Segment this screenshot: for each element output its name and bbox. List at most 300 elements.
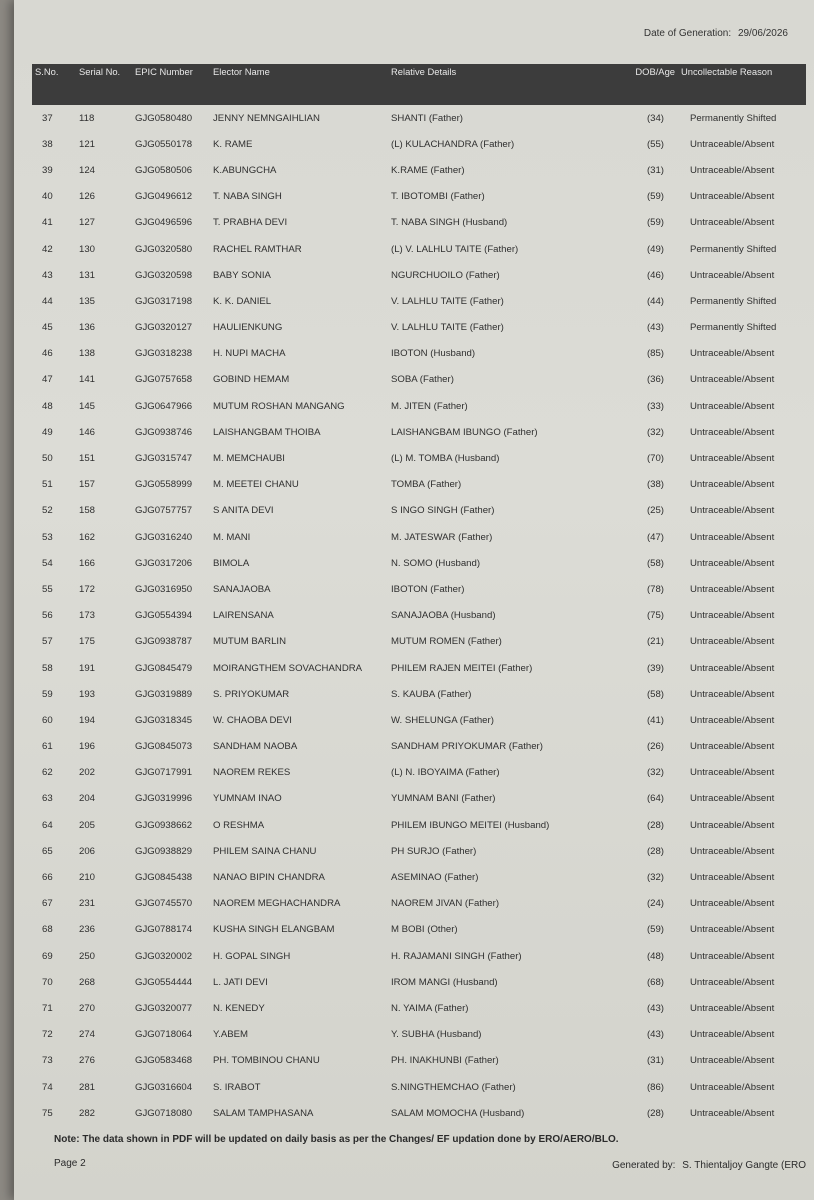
table-row bbox=[32, 131, 806, 157]
cell-dob-age: (34) bbox=[646, 112, 664, 124]
cell-elector-name: PH. TOMBINOU CHANU bbox=[213, 1055, 320, 1067]
table-row bbox=[32, 315, 806, 341]
cell-elector-name: T. NABA SINGH bbox=[213, 191, 282, 203]
table-row bbox=[32, 995, 806, 1021]
table-row bbox=[32, 262, 806, 288]
cell-elector-name: N. KENEDY bbox=[213, 1002, 265, 1014]
cell-dob-age: (28) bbox=[646, 845, 664, 857]
header-sno: S.No. bbox=[35, 66, 59, 77]
cell-relative-details: M. JATESWAR (Father) bbox=[391, 531, 493, 543]
cell-sno: 47 bbox=[42, 374, 53, 386]
cell-sno: 55 bbox=[42, 583, 53, 595]
cell-elector-name: RACHEL RAMTHAR bbox=[213, 243, 302, 255]
cell-elector-name: K.ABUNGCHA bbox=[213, 164, 277, 176]
cell-dob-age: (41) bbox=[646, 714, 664, 726]
cell-serial: 172 bbox=[79, 583, 96, 595]
cell-dob-age: (33) bbox=[646, 400, 664, 412]
cell-serial: 210 bbox=[79, 872, 96, 884]
cell-relative-details: SANDHAM PRIYOKUMAR (Father) bbox=[391, 741, 543, 753]
cell-dob-age: (75) bbox=[646, 610, 664, 622]
cell-sno: 49 bbox=[42, 426, 53, 438]
cell-reason: Permanently Shifted bbox=[690, 243, 777, 255]
cell-sno: 51 bbox=[42, 479, 53, 491]
generated-by-value: S. Thientaljoy Gangte (ERO bbox=[682, 1160, 806, 1171]
cell-dob-age: (31) bbox=[646, 1055, 664, 1067]
cell-serial: 276 bbox=[79, 1055, 96, 1067]
cell-sno: 38 bbox=[42, 138, 53, 150]
cell-sno: 56 bbox=[42, 610, 53, 622]
table-row bbox=[32, 786, 806, 812]
cell-epic: GJG0316950 bbox=[135, 583, 193, 595]
cell-dob-age: (78) bbox=[646, 583, 664, 595]
table-row bbox=[32, 1074, 806, 1100]
cell-sno: 37 bbox=[42, 112, 53, 124]
cell-sno: 53 bbox=[42, 531, 53, 543]
cell-sno: 39 bbox=[42, 164, 53, 176]
cell-epic: GJG0938829 bbox=[135, 845, 193, 857]
table-header-row bbox=[32, 64, 806, 105]
cell-relative-details: PHILEM IBUNGO MEITEI (Husband) bbox=[391, 819, 550, 831]
cell-reason: Untraceable/Absent bbox=[690, 400, 775, 412]
cell-serial: 136 bbox=[79, 322, 96, 334]
cell-elector-name: L. JATI DEVI bbox=[213, 976, 268, 988]
cell-serial: 121 bbox=[79, 138, 96, 150]
cell-reason: Untraceable/Absent bbox=[690, 505, 775, 517]
cell-reason: Permanently Shifted bbox=[690, 322, 777, 334]
cell-epic: GJG0554394 bbox=[135, 610, 193, 622]
cell-serial: 127 bbox=[79, 217, 96, 229]
cell-sno: 52 bbox=[42, 505, 53, 517]
cell-elector-name: NAOREM MEGHACHANDRA bbox=[213, 898, 341, 910]
cell-relative-details: SALAM MOMOCHA (Husband) bbox=[391, 1107, 525, 1119]
cell-relative-details: IBOTON (Husband) bbox=[391, 348, 476, 360]
cell-epic: GJG0845438 bbox=[135, 872, 193, 884]
cell-relative-details: NGURCHUOILO (Father) bbox=[391, 269, 500, 281]
cell-epic: GJG0717991 bbox=[135, 767, 193, 779]
cell-serial: 138 bbox=[79, 348, 96, 360]
cell-reason: Untraceable/Absent bbox=[690, 898, 775, 910]
cell-dob-age: (59) bbox=[646, 191, 664, 203]
cell-serial: 282 bbox=[79, 1107, 96, 1119]
cell-sno: 70 bbox=[42, 976, 53, 988]
table-row bbox=[32, 524, 806, 550]
cell-elector-name: KUSHA SINGH ELANGBAM bbox=[213, 924, 335, 936]
cell-reason: Untraceable/Absent bbox=[690, 741, 775, 753]
cell-reason: Untraceable/Absent bbox=[690, 453, 775, 465]
cell-relative-details: NAOREM JIVAN (Father) bbox=[391, 898, 500, 910]
cell-sno: 41 bbox=[42, 217, 53, 229]
cell-dob-age: (58) bbox=[646, 688, 664, 700]
cell-relative-details: TOMBA (Father) bbox=[391, 479, 462, 491]
cell-relative-details: IBOTON (Father) bbox=[391, 583, 465, 595]
table-row bbox=[32, 655, 806, 681]
cell-sno: 74 bbox=[42, 1081, 53, 1093]
generation-date-label: Date of Generation: bbox=[643, 28, 732, 39]
cell-serial: 193 bbox=[79, 688, 96, 700]
cell-epic: GJG0316240 bbox=[135, 531, 193, 543]
cell-sno: 71 bbox=[42, 1002, 53, 1014]
cell-elector-name: S ANITA DEVI bbox=[213, 505, 274, 517]
cell-epic: GJG0319996 bbox=[135, 793, 193, 805]
cell-epic: GJG0320127 bbox=[135, 322, 193, 334]
cell-epic: GJG0320580 bbox=[135, 243, 193, 255]
cell-elector-name: T. PRABHA DEVI bbox=[213, 217, 288, 229]
header-dob-age: DOB/Age bbox=[635, 66, 675, 77]
cell-reason: Untraceable/Absent bbox=[690, 976, 775, 988]
cell-serial: 166 bbox=[79, 557, 96, 569]
cell-relative-details: M. JITEN (Father) bbox=[391, 400, 468, 412]
cell-sno: 54 bbox=[42, 557, 53, 569]
cell-elector-name: NAOREM REKES bbox=[213, 767, 291, 779]
cell-dob-age: (44) bbox=[646, 295, 664, 307]
cell-reason: Untraceable/Absent bbox=[690, 348, 775, 360]
table-row bbox=[32, 917, 806, 943]
cell-elector-name: BIMOLA bbox=[213, 557, 250, 569]
cell-serial: 191 bbox=[79, 662, 96, 674]
document-page bbox=[14, 0, 814, 1200]
cell-sno: 42 bbox=[42, 243, 53, 255]
cell-reason: Untraceable/Absent bbox=[690, 767, 775, 779]
cell-epic: GJG0938662 bbox=[135, 819, 193, 831]
header-epic: EPIC Number bbox=[135, 66, 193, 77]
cell-relative-details: (L) KULACHANDRA (Father) bbox=[391, 138, 515, 150]
cell-serial: 157 bbox=[79, 479, 96, 491]
cell-reason: Untraceable/Absent bbox=[690, 1055, 775, 1067]
table-row bbox=[32, 498, 806, 524]
cell-serial: 162 bbox=[79, 531, 96, 543]
table-row bbox=[32, 891, 806, 917]
cell-dob-age: (64) bbox=[646, 793, 664, 805]
cell-epic: GJG0318238 bbox=[135, 348, 193, 360]
cell-sno: 48 bbox=[42, 400, 53, 412]
table-row bbox=[32, 603, 806, 629]
cell-dob-age: (26) bbox=[646, 741, 664, 753]
cell-elector-name: K. K. DANIEL bbox=[213, 295, 272, 307]
cell-elector-name: LAIRENSANA bbox=[213, 610, 274, 622]
cell-serial: 175 bbox=[79, 636, 96, 648]
cell-epic: GJG0558999 bbox=[135, 479, 193, 491]
cell-dob-age: (58) bbox=[646, 557, 664, 569]
cell-reason: Untraceable/Absent bbox=[690, 1107, 775, 1119]
cell-dob-age: (43) bbox=[646, 1029, 664, 1041]
cell-relative-details: IROM MANGI (Husband) bbox=[391, 976, 498, 988]
cell-serial: 145 bbox=[79, 400, 96, 412]
header-elector-name: Elector Name bbox=[213, 66, 270, 77]
cell-dob-age: (21) bbox=[646, 636, 664, 648]
table-row bbox=[32, 707, 806, 733]
table-row bbox=[32, 1022, 806, 1048]
cell-epic: GJG0317206 bbox=[135, 557, 193, 569]
cell-epic: GJG0745570 bbox=[135, 898, 193, 910]
cell-sno: 44 bbox=[42, 295, 53, 307]
cell-epic: GJG0315747 bbox=[135, 453, 193, 465]
cell-relative-details: (L) M. TOMBA (Husband) bbox=[391, 453, 500, 465]
cell-epic: GJG0316604 bbox=[135, 1081, 193, 1093]
cell-relative-details: (L) V. LALHLU TAITE (Father) bbox=[391, 243, 519, 255]
cell-sno: 58 bbox=[42, 662, 53, 674]
table-row bbox=[32, 341, 806, 367]
cell-epic: GJG0496596 bbox=[135, 217, 193, 229]
cell-sno: 57 bbox=[42, 636, 53, 648]
cell-serial: 135 bbox=[79, 295, 96, 307]
cell-reason: Untraceable/Absent bbox=[690, 557, 775, 569]
table-row bbox=[32, 393, 806, 419]
cell-epic: GJG0757757 bbox=[135, 505, 193, 517]
cell-dob-age: (47) bbox=[646, 531, 664, 543]
cell-serial: 130 bbox=[79, 243, 96, 255]
cell-serial: 126 bbox=[79, 191, 96, 203]
cell-dob-age: (59) bbox=[646, 217, 664, 229]
generation-date bbox=[644, 28, 788, 39]
cell-dob-age: (59) bbox=[646, 924, 664, 936]
cell-relative-details: PHILEM RAJEN MEITEI (Father) bbox=[391, 662, 533, 674]
cell-reason: Untraceable/Absent bbox=[690, 1081, 775, 1093]
cell-reason: Untraceable/Absent bbox=[690, 872, 775, 884]
cell-sno: 66 bbox=[42, 872, 53, 884]
cell-dob-age: (36) bbox=[646, 374, 664, 386]
cell-elector-name: YUMNAM INAO bbox=[213, 793, 282, 805]
table-row bbox=[32, 367, 806, 393]
cell-sno: 67 bbox=[42, 898, 53, 910]
cell-reason: Untraceable/Absent bbox=[690, 531, 775, 543]
cell-reason: Untraceable/Absent bbox=[690, 610, 775, 622]
cell-dob-age: (86) bbox=[646, 1081, 664, 1093]
cell-epic: GJG0718080 bbox=[135, 1107, 193, 1119]
cell-serial: 202 bbox=[79, 767, 96, 779]
cell-elector-name: Y.ABEM bbox=[213, 1029, 249, 1041]
cell-elector-name: M. MEETEI CHANU bbox=[213, 479, 299, 491]
cell-sno: 64 bbox=[42, 819, 53, 831]
page-number: Page 2 bbox=[54, 1158, 86, 1169]
cell-serial: 206 bbox=[79, 845, 96, 857]
cell-relative-details: PH SURJO (Father) bbox=[391, 845, 477, 857]
table-row bbox=[32, 419, 806, 445]
cell-epic: GJG0318345 bbox=[135, 714, 193, 726]
cell-relative-details: SOBA (Father) bbox=[391, 374, 454, 386]
cell-epic: GJG0580480 bbox=[135, 112, 193, 124]
table-row bbox=[32, 236, 806, 262]
cell-epic: GJG0319889 bbox=[135, 688, 193, 700]
cell-dob-age: (32) bbox=[646, 767, 664, 779]
cell-reason: Untraceable/Absent bbox=[690, 374, 775, 386]
cell-elector-name: BABY SONIA bbox=[213, 269, 271, 281]
table-row bbox=[32, 864, 806, 890]
table-row bbox=[32, 288, 806, 314]
cell-reason: Untraceable/Absent bbox=[690, 138, 775, 150]
cell-serial: 196 bbox=[79, 741, 96, 753]
footer-note: Note: The data shown in PDF will be updated on daily basis as per the Changes/ EF updation done by ERO/AERO/BLO. bbox=[54, 1134, 619, 1145]
cell-relative-details: N. YAIMA (Father) bbox=[391, 1002, 469, 1014]
cell-serial: 236 bbox=[79, 924, 96, 936]
cell-dob-age: (68) bbox=[646, 976, 664, 988]
cell-sno: 61 bbox=[42, 741, 53, 753]
cell-elector-name: SALAM TAMPHASANA bbox=[213, 1107, 314, 1119]
cell-dob-age: (55) bbox=[646, 138, 664, 150]
cell-elector-name: HAULIENKUNG bbox=[213, 322, 283, 334]
cell-relative-details: PH. INAKHUNBI (Father) bbox=[391, 1055, 499, 1067]
cell-epic: GJG0580506 bbox=[135, 164, 193, 176]
cell-sno: 46 bbox=[42, 348, 53, 360]
cell-elector-name: O RESHMA bbox=[213, 819, 265, 831]
cell-serial: 205 bbox=[79, 819, 96, 831]
cell-epic: GJG0647966 bbox=[135, 400, 193, 412]
cell-serial: 281 bbox=[79, 1081, 96, 1093]
cell-elector-name: K. RAME bbox=[213, 138, 253, 150]
cell-sno: 68 bbox=[42, 924, 53, 936]
cell-serial: 268 bbox=[79, 976, 96, 988]
cell-sno: 65 bbox=[42, 845, 53, 857]
cell-sno: 69 bbox=[42, 950, 53, 962]
cell-epic: GJG0938787 bbox=[135, 636, 193, 648]
cell-dob-age: (48) bbox=[646, 950, 664, 962]
cell-elector-name: PHILEM SAINA CHANU bbox=[213, 845, 317, 857]
cell-elector-name: MUTUM ROSHAN MANGANG bbox=[213, 400, 345, 412]
cell-dob-age: (43) bbox=[646, 322, 664, 334]
cell-reason: Untraceable/Absent bbox=[690, 662, 775, 674]
cell-reason: Untraceable/Absent bbox=[690, 191, 775, 203]
cell-dob-age: (32) bbox=[646, 872, 664, 884]
cell-serial: 270 bbox=[79, 1002, 96, 1014]
cell-relative-details: ASEMINAO (Father) bbox=[391, 872, 479, 884]
cell-sno: 73 bbox=[42, 1055, 53, 1067]
cell-relative-details: Y. SUBHA (Husband) bbox=[391, 1029, 482, 1041]
cell-serial: 158 bbox=[79, 505, 96, 517]
cell-serial: 124 bbox=[79, 164, 96, 176]
cell-relative-details: SANAJAOBA (Husband) bbox=[391, 610, 496, 622]
table-row bbox=[32, 105, 806, 131]
cell-serial: 231 bbox=[79, 898, 96, 910]
header-serial: Serial No. bbox=[79, 66, 121, 77]
generation-date-value: 29/06/2026 bbox=[737, 28, 788, 39]
elector-table bbox=[32, 64, 806, 1126]
cell-epic: GJG0317198 bbox=[135, 295, 193, 307]
cell-epic: GJG0583468 bbox=[135, 1055, 193, 1067]
cell-serial: 146 bbox=[79, 426, 96, 438]
cell-relative-details: (L) N. IBOYAIMA (Father) bbox=[391, 767, 500, 779]
cell-epic: GJG0845073 bbox=[135, 741, 193, 753]
cell-dob-age: (85) bbox=[646, 348, 664, 360]
cell-relative-details: S. KAUBA (Father) bbox=[391, 688, 472, 700]
cell-sno: 45 bbox=[42, 322, 53, 334]
cell-epic: GJG0554444 bbox=[135, 976, 193, 988]
cell-reason: Untraceable/Absent bbox=[690, 217, 775, 229]
table-row bbox=[32, 210, 806, 236]
cell-epic: GJG0938746 bbox=[135, 426, 193, 438]
table-row bbox=[32, 157, 806, 183]
cell-dob-age: (25) bbox=[646, 505, 664, 517]
cell-elector-name: NANAO BIPIN CHANDRA bbox=[213, 872, 325, 884]
cell-elector-name: MOIRANGTHEM SOVACHANDRA bbox=[213, 662, 363, 674]
cell-relative-details: V. LALHLU TAITE (Father) bbox=[391, 322, 504, 334]
table-row bbox=[32, 472, 806, 498]
cell-reason: Untraceable/Absent bbox=[690, 819, 775, 831]
table-row bbox=[32, 445, 806, 471]
header-reason: Uncollectable Reason bbox=[681, 66, 773, 77]
cell-epic: GJG0320077 bbox=[135, 1002, 193, 1014]
cell-relative-details: H. RAJAMANI SINGH (Father) bbox=[391, 950, 522, 962]
cell-elector-name: W. CHAOBA DEVI bbox=[213, 714, 292, 726]
table-row bbox=[32, 969, 806, 995]
cell-reason: Untraceable/Absent bbox=[690, 688, 775, 700]
cell-sno: 43 bbox=[42, 269, 53, 281]
cell-reason: Untraceable/Absent bbox=[690, 426, 775, 438]
cell-dob-age: (39) bbox=[646, 662, 664, 674]
cell-elector-name: M. MEMCHAUBI bbox=[213, 453, 285, 465]
cell-serial: 204 bbox=[79, 793, 96, 805]
table-row bbox=[32, 629, 806, 655]
cell-serial: 274 bbox=[79, 1029, 96, 1041]
cell-serial: 131 bbox=[79, 269, 96, 281]
cell-dob-age: (24) bbox=[646, 898, 664, 910]
cell-sno: 63 bbox=[42, 793, 53, 805]
cell-sno: 62 bbox=[42, 767, 53, 779]
cell-elector-name: M. MANI bbox=[213, 531, 251, 543]
cell-elector-name: SANAJAOBA bbox=[213, 583, 271, 595]
cell-reason: Untraceable/Absent bbox=[690, 269, 775, 281]
table-row bbox=[32, 1100, 806, 1126]
cell-dob-age: (43) bbox=[646, 1002, 664, 1014]
table-row bbox=[32, 943, 806, 969]
cell-serial: 141 bbox=[79, 374, 96, 386]
cell-reason: Untraceable/Absent bbox=[690, 1002, 775, 1014]
cell-sno: 75 bbox=[42, 1107, 53, 1119]
cell-relative-details: T. NABA SINGH (Husband) bbox=[391, 217, 508, 229]
table-row bbox=[32, 760, 806, 786]
cell-dob-age: (46) bbox=[646, 269, 664, 281]
cell-relative-details: S.NINGTHEMCHAO (Father) bbox=[391, 1081, 516, 1093]
cell-serial: 173 bbox=[79, 610, 96, 622]
cell-dob-age: (28) bbox=[646, 1107, 664, 1119]
cell-elector-name: S. IRABOT bbox=[213, 1081, 261, 1093]
cell-relative-details: LAISHANGBAM IBUNGO (Father) bbox=[391, 426, 538, 438]
cell-epic: GJG0320002 bbox=[135, 950, 193, 962]
cell-elector-name: H. NUPI MACHA bbox=[213, 348, 286, 360]
cell-serial: 194 bbox=[79, 714, 96, 726]
cell-epic: GJG0320598 bbox=[135, 269, 193, 281]
cell-serial: 151 bbox=[79, 453, 96, 465]
table-row bbox=[32, 812, 806, 838]
cell-relative-details: V. LALHLU TAITE (Father) bbox=[391, 295, 504, 307]
table-row bbox=[32, 838, 806, 864]
cell-sno: 60 bbox=[42, 714, 53, 726]
cell-relative-details: S INGO SINGH (Father) bbox=[391, 505, 495, 517]
cell-sno: 40 bbox=[42, 191, 53, 203]
cell-serial: 118 bbox=[79, 112, 95, 124]
cell-reason: Untraceable/Absent bbox=[690, 479, 775, 491]
cell-sno: 59 bbox=[42, 688, 53, 700]
table-row bbox=[32, 184, 806, 210]
cell-reason: Untraceable/Absent bbox=[690, 793, 775, 805]
cell-relative-details: K.RAME (Father) bbox=[391, 164, 465, 176]
cell-relative-details: N. SOMO (Husband) bbox=[391, 557, 481, 569]
cell-dob-age: (32) bbox=[646, 426, 664, 438]
table-row bbox=[32, 576, 806, 602]
cell-relative-details: M BOBI (Other) bbox=[391, 924, 458, 936]
cell-reason: Untraceable/Absent bbox=[690, 924, 775, 936]
cell-elector-name: S. PRIYOKUMAR bbox=[213, 688, 290, 700]
cell-epic: GJG0845479 bbox=[135, 662, 193, 674]
cell-reason: Untraceable/Absent bbox=[690, 164, 775, 176]
cell-epic: GJG0718064 bbox=[135, 1029, 193, 1041]
cell-relative-details: MUTUM ROMEN (Father) bbox=[391, 636, 502, 648]
cell-dob-age: (49) bbox=[646, 243, 664, 255]
cell-epic: GJG0550178 bbox=[135, 138, 193, 150]
cell-relative-details: W. SHELUNGA (Father) bbox=[391, 714, 494, 726]
cell-reason: Untraceable/Absent bbox=[690, 845, 775, 857]
cell-dob-age: (28) bbox=[646, 819, 664, 831]
generated-by bbox=[612, 1160, 806, 1171]
table-row bbox=[32, 734, 806, 760]
